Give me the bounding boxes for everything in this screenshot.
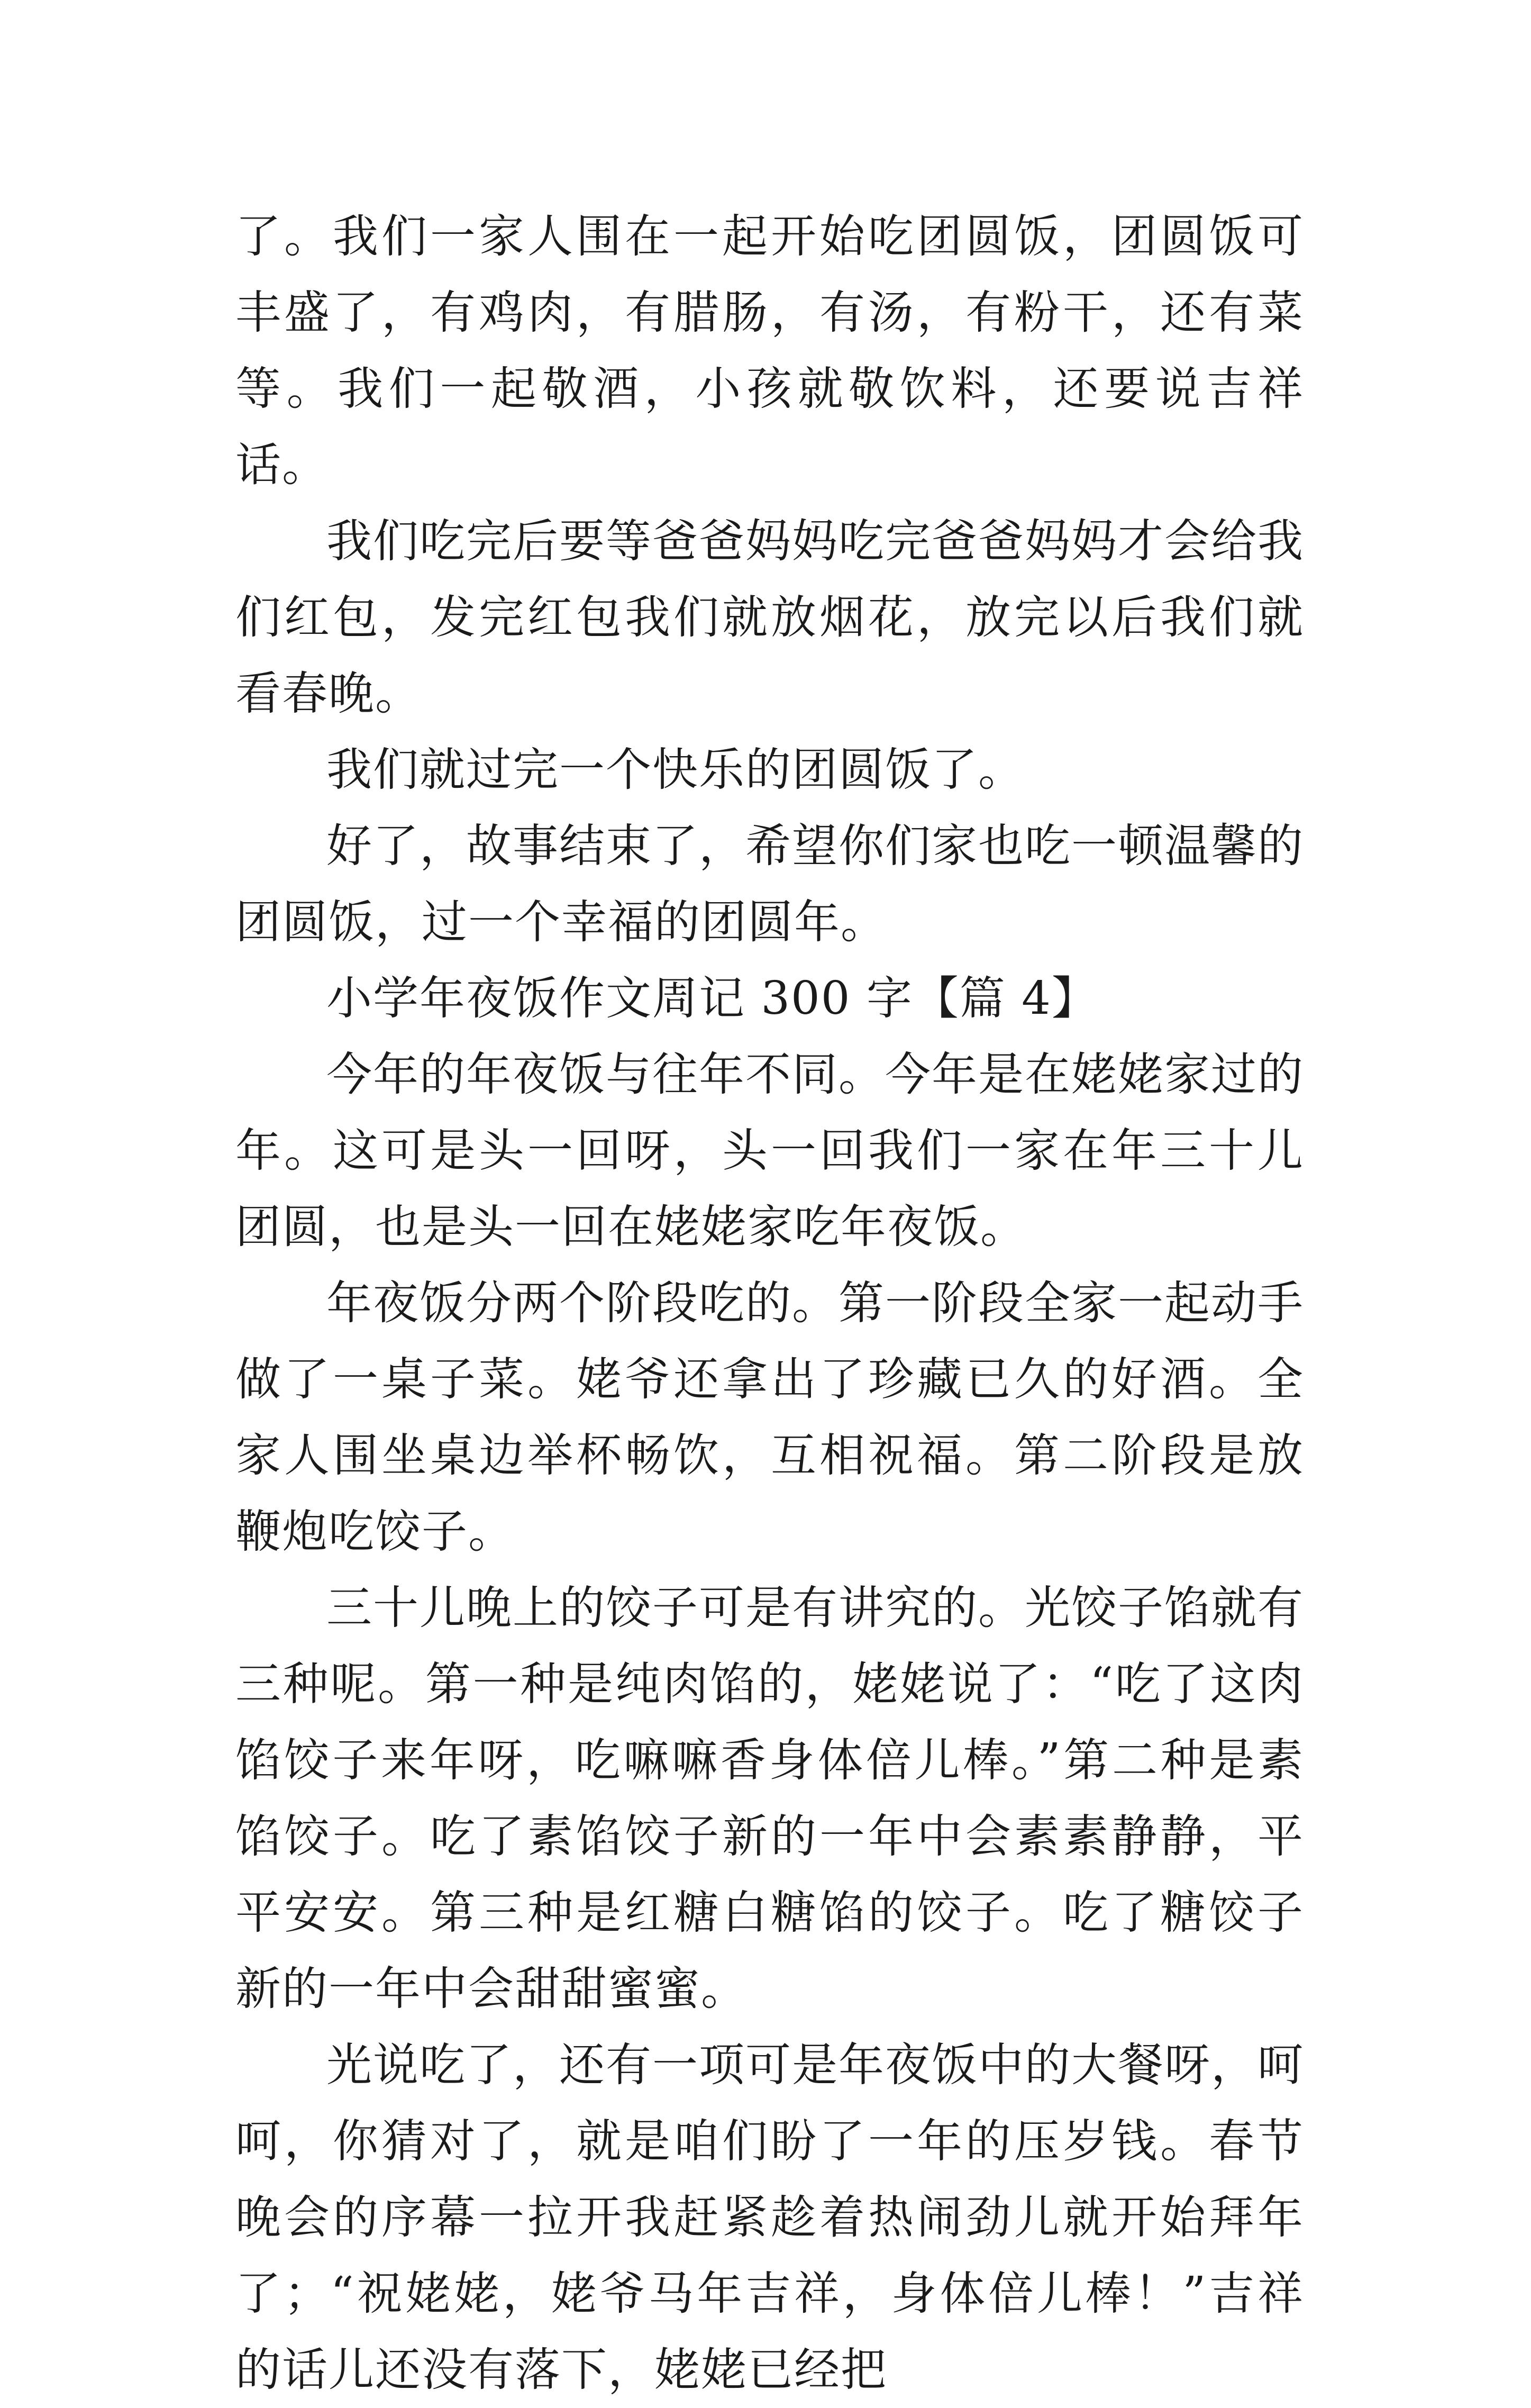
paragraph-8: 光说吃了，还有一项可是年夜饭中的大餐呀，呵呵，你猜对了，就是咱们盼了一年的压岁钱。春节晚会的序幕一拉开我赶紧趁着热闹劲儿就开始拜年了；“祝姥姥，姥爷马年吉祥，身体倍儿棒！”吉祥的话儿还没有落下，姥姥已经把 (235, 2039, 1304, 2396)
document-body (235, 198, 1304, 2408)
paragraph-2: 我们吃完后要等爸爸妈妈吃完爸爸妈妈才会给我们红包，发完红包我们就放烟花，放完以后我们就看春晚。 (235, 515, 1304, 720)
section-heading: 小学年夜饭作文周记 300 字【篇 4】 (326, 972, 1098, 1025)
paragraph-5: 今年的年夜饭与往年不同。今年是在姥姥家过的年。这可是头一回呀，头一回我们一家在年三十儿团圆，也是头一回在姥姥家吃年夜饭。 (235, 1048, 1304, 1253)
paragraph-1: 了。我们一家人围在一起开始吃团圆饭，团圆饭可丰盛了，有鸡肉，有腊肠，有汤，有粉干，还有菜等。我们一起敬酒，小孩就敬饮料，还要说吉祥话。 (235, 210, 1304, 492)
paragraph-3: 我们就过完一个快乐的团圆饭了。 (326, 743, 1025, 796)
paragraph-4: 好了，故事结束了，希望你们家也吃一顿温馨的团圆饭，过一个幸福的团圆年。 (235, 820, 1304, 949)
paragraph-6: 年夜饭分两个阶段吃的。第一阶段全家一起动手做了一桌子菜。姥爷还拿出了珍藏已久的好酒。全家人围坐桌边举杯畅饮，互相祝福。第二阶段是放鞭炮吃饺子。 (235, 1277, 1304, 1558)
paragraph-7: 三十儿晚上的饺子可是有讲究的。光饺子馅就有三种呢。第一种是纯肉馅的，姥姥说了：“吃了这肉馅饺子来年呀，吃嘛嘛香身体倍儿棒。”第二种是素馅饺子。吃了素馅饺子新的一年中会素素静静，平平安安。第三种是红糖白糖馅的饺子。吃了糖饺子新的一年中会甜甜蜜蜜。 (235, 1582, 1304, 2015)
